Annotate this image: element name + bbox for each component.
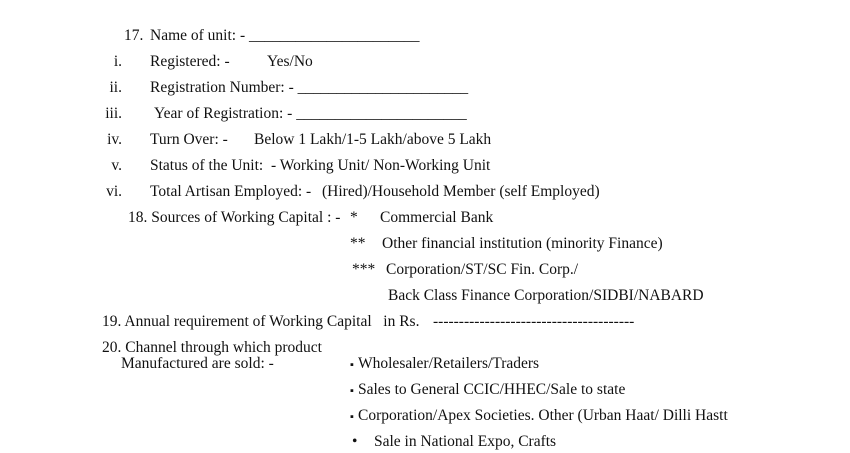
working-capital-sources-label: 18. Sources of Working Capital : - — [128, 209, 341, 226]
annual-working-capital-line[interactable]: --------------------------------------- — [433, 313, 635, 330]
status-of-unit-field[interactable]: Status of the Unit: - Working Unit/ Non-Working Unit — [150, 157, 491, 174]
registered-yes-no[interactable]: Yes/No — [267, 53, 313, 70]
item-number-iv: iv. — [107, 131, 122, 148]
channel-option-wholesaler[interactable]: Wholesaler/Retailers/Traders — [358, 355, 540, 372]
name-of-unit-field[interactable]: Name of unit: - ______________________ — [150, 27, 420, 44]
channel-option-national-expo[interactable]: Sale in National Expo, Crafts — [374, 433, 557, 450]
turnover-options[interactable]: Below 1 Lakh/1-5 Lakh/above 5 Lakh — [254, 131, 492, 148]
channel-option-general-sales[interactable]: Sales to General CCIC/HHEC/Sale to state — [358, 381, 626, 398]
channel-option-corporation[interactable]: Corporation/Apex Societies. Other (Urban Haat/ Dilli Hastt — [358, 407, 728, 424]
turnover-label: Turn Over: - — [150, 131, 228, 148]
sales-channel-label-line1: 20. Channel through which product — [102, 339, 322, 356]
source-option-commercial-bank[interactable]: Commercial Bank — [380, 209, 494, 226]
source-mark-2: ** — [350, 235, 366, 252]
bullet-square-icon: ▪ — [350, 359, 354, 371]
source-option-corporation[interactable]: Corporation/ST/SC Fin. Corp./ — [386, 261, 579, 278]
bullet-square-icon: ▪ — [350, 385, 354, 397]
item-number-i: i. — [113, 53, 122, 70]
year-of-registration-field[interactable]: Year of Registration: - ______________________ — [154, 105, 467, 122]
item-number-v: v. — [111, 157, 122, 174]
annual-working-capital-label: 19. Annual requirement of Working Capital in Rs. — [102, 313, 420, 330]
source-mark-1: * — [350, 209, 358, 226]
source-option-other-financial[interactable]: Other financial institution (minority Finance) — [382, 235, 663, 252]
sales-channel-label-line2: Manufactured are sold: - — [121, 355, 274, 372]
bullet-square-icon: ▪ — [350, 411, 354, 423]
total-artisan-label: Total Artisan Employed: - — [150, 183, 312, 200]
source-mark-3: *** — [352, 261, 376, 278]
q17-number: 17. — [124, 27, 144, 44]
total-artisan-options[interactable]: (Hired)/Household Member (self Employed) — [322, 183, 600, 200]
registered-label: Registered: - — [150, 53, 230, 70]
item-number-ii: ii. — [109, 79, 122, 96]
item-number-vi: vi. — [106, 183, 122, 200]
registration-number-field[interactable]: Registration Number: - ______________________ — [150, 79, 469, 96]
source-option-continuation: Back Class Finance Corporation/SIDBI/NABARD — [388, 287, 704, 304]
item-number-iii: iii. — [105, 105, 122, 122]
bullet-round-icon: • — [352, 433, 358, 450]
